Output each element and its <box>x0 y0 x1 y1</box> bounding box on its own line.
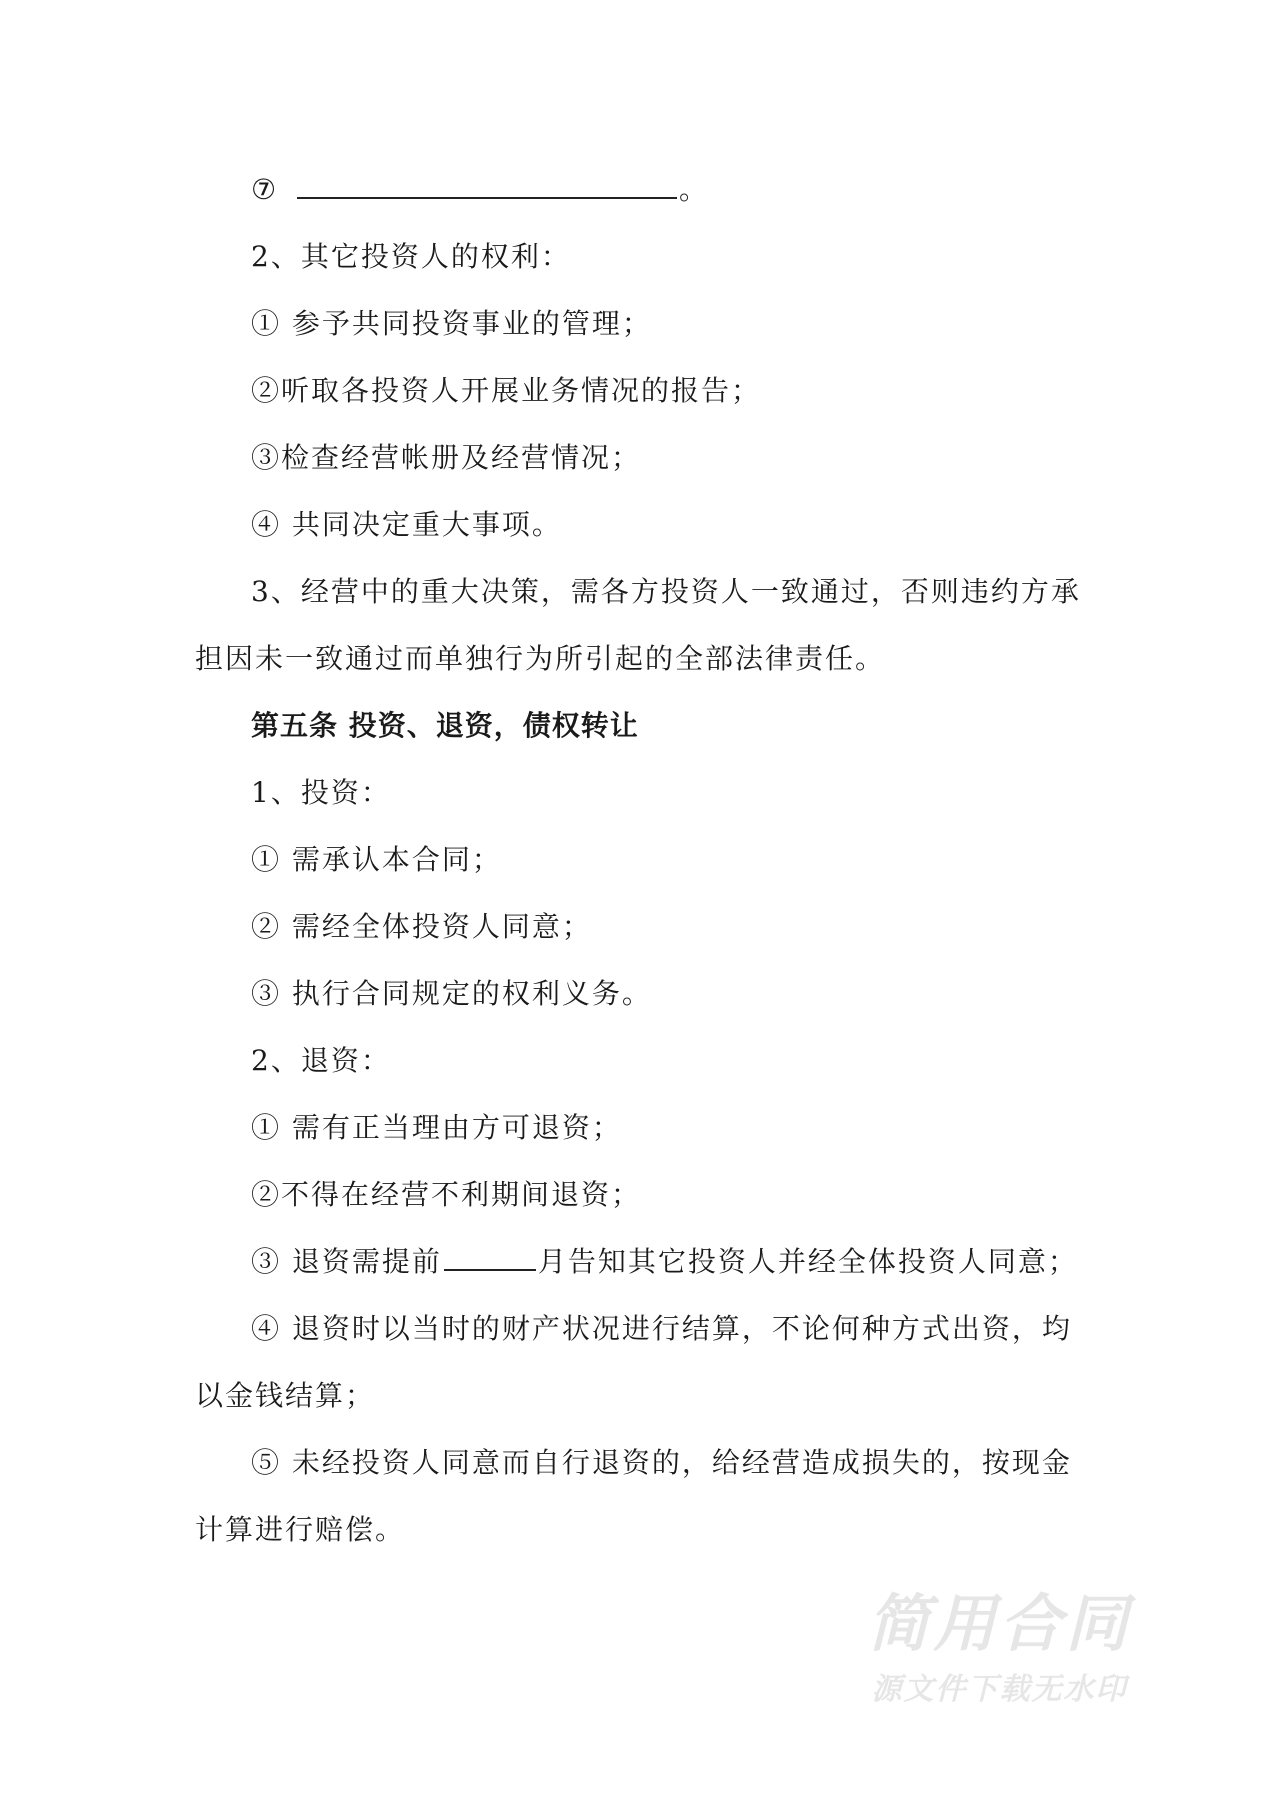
list-item: ③ 执行合同规定的权利义务。 <box>251 977 652 1010</box>
watermark <box>862 1587 1137 1710</box>
paragraph-continuation: 以金钱结算； <box>195 1379 376 1412</box>
document-page <box>195 156 1095 1563</box>
subsection-withdrawal: 2、退资： <box>251 1044 391 1077</box>
line-end-punctuation: 。 <box>679 173 710 206</box>
item-marker: ⑦ <box>251 173 279 206</box>
list-item: ① 需有正当理由方可退资； <box>251 1111 622 1144</box>
list-item: ③检查经营帐册及经营情况； <box>251 441 642 474</box>
subsection-investment: 1、投资： <box>251 776 391 809</box>
paragraph-continuation: 担因未一致通过而单独行为所引起的全部法律责任。 <box>195 642 886 675</box>
fill-in-blank <box>297 173 677 199</box>
list-item: ④ 退资时以当时的财产状况进行结算，不论何种方式出资，均 <box>251 1312 1072 1345</box>
article-heading: 第五条 投资、退资，债权转让 <box>251 709 639 742</box>
list-item-notice-period <box>195 1228 1095 1295</box>
list-item: ① 参予共同投资事业的管理； <box>251 307 652 340</box>
line-text-before: ③ 退资需提前 <box>251 1245 442 1278</box>
paragraph-continuation: 计算进行赔偿。 <box>195 1513 406 1546</box>
watermark-subtitle: 源文件下载无水印 <box>871 1672 1128 1707</box>
watermark-title: 简用合同 <box>867 1587 1132 1660</box>
list-item: ⑤ 未经投资人同意而自行退资的，给经营造成损失的，按现金 <box>251 1446 1072 1479</box>
list-item-7-blank <box>195 156 1095 223</box>
paragraph-major-decisions: 3、经营中的重大决策，需各方投资人一致通过，否则违约方承 <box>251 575 1081 608</box>
subsection-other-investor-rights: 2、其它投资人的权利： <box>251 240 571 273</box>
list-item: ②不得在经营不利期间退资； <box>251 1178 642 1211</box>
fill-in-blank <box>444 1245 536 1271</box>
list-item: ④ 共同决定重大事项。 <box>251 508 562 541</box>
list-item: ① 需承认本合同； <box>251 843 502 876</box>
line-text-after: 月告知其它投资人并经全体投资人同意； <box>537 1245 1078 1278</box>
list-item: ② 需经全体投资人同意； <box>251 910 592 943</box>
list-item: ②听取各投资人开展业务情况的报告； <box>251 374 762 407</box>
